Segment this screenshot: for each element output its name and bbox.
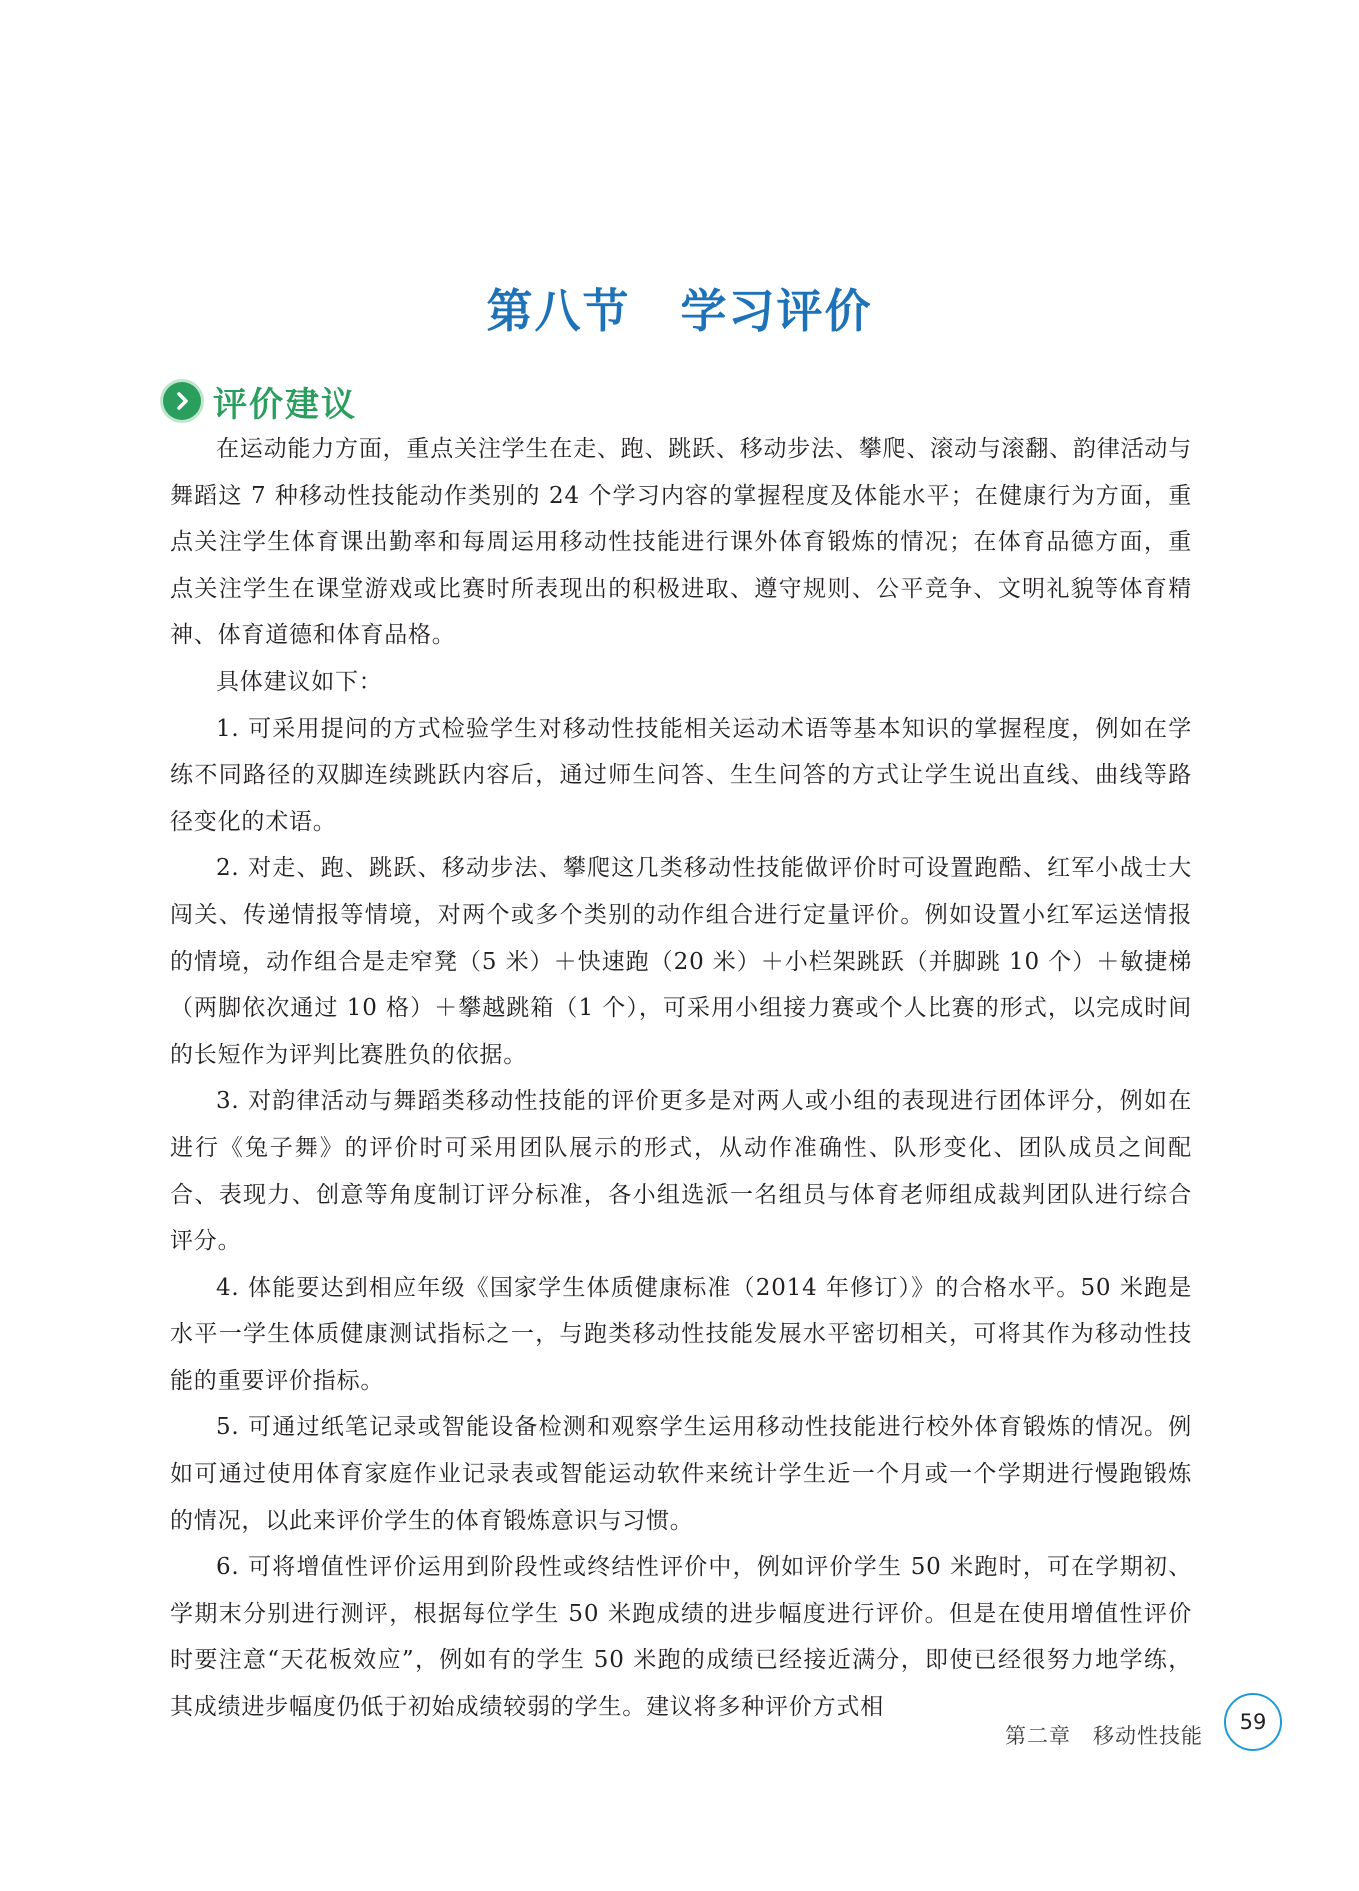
body-text [170, 426, 1192, 1731]
section-heading [163, 375, 357, 427]
arrow-right-circle-icon [163, 382, 201, 420]
paragraph-item-6: 6. 可将增值性评价运用到阶段性或终结性评价中，例如评价学生 50 米跑时，可在学期初、学期末分别进行测评，根据每位学生 50 米跑成绩的进步幅度进行评价。但是在使用增值性评价时要注意“天花板效应”，例如有的学生 50 米跑的成绩已经接近满分，即使已经很努力地学练，其成绩进步幅度仍低于初始成绩较弱的学生。建议将多种评价方式相 [170, 1554, 1192, 1721]
section-label: 评价建议 [213, 384, 357, 425]
paragraph-item-3: 3. 对韵律活动与舞蹈类移动性技能的评价更多是对两人或小组的表现进行团体评分，例如在进行《兔子舞》的评价时可采用团队展示的形式，从动作准确性、队形变化、团队成员之间配合、表现力、创意等角度制订评分标准，各小组选派一名组员与体育老师组成裁判团队进行综合评分。 [170, 1088, 1192, 1255]
paragraph-intro: 在运动能力方面，重点关注学生在走、跑、跳跃、移动步法、攀爬、滚动与滚翻、韵律活动与舞蹈这 7 种移动性技能动作类别的 24 个学习内容的掌握程度及体能水平；在健康行为方面，重点关注学生体育课出勤率和每周运用移动性技能进行课外体育锻炼的情况；在体育品德方面，重点关注学生在课堂游戏或比赛时所表现出的积极进取、遵守规则、公平竞争、文明礼貌等体育精神、体育道德和体育品格。 [170, 436, 1192, 649]
paragraph-item-1: 1. 可采用提问的方式检验学生对移动性技能相关运动术语等基本知识的掌握程度，例如在学练不同路径的双脚连续跳跃内容后，通过师生问答、生生问答的方式让学生说出直线、曲线等路径变化的术语。 [170, 715, 1192, 835]
title-section-number: 第八节 [486, 284, 631, 338]
paragraph-suggestions-lead: 具体建议如下： [216, 668, 383, 695]
footer-chapter: 第二章 移动性技能 [1005, 1724, 1203, 1748]
paragraph-item-4: 4. 体能要达到相应年级《国家学生体质健康标准（2014 年修订）》的合格水平。50 米跑是水平一学生体质健康测试指标之一，与跑类移动性技能发展水平密切相关，可将其作为移动性技能的重要评价指标。 [170, 1274, 1192, 1394]
paragraph-item-2: 2. 对走、跑、跳跃、移动步法、攀爬这几类移动性技能做评价时可设置跑酷、红军小战士大闯关、传递情报等情境，对两个或多个类别的动作组合进行定量评价。例如设置小红军运送情报的情境，动作组合是走窄凳（5 米）＋快速跑（20 米）＋小栏架跳跃（并脚跳 10 个）＋敏捷梯（两脚依次通过 10 格）＋攀越跳箱（1 个），可采用小组接力赛或个人比赛的形式，以完成时间的长短作为评判比赛胜负的依据。 [170, 855, 1192, 1068]
paragraph-item-5: 5. 可通过纸笔记录或智能设备检测和观察学生运用移动性技能进行校外体育锻炼的情况。例如可通过使用体育家庭作业记录表或智能运动软件来统计学生近一个月或一个学期进行慢跑锻炼的情况，以此来评价学生的体育锻炼意识与习惯。 [170, 1414, 1192, 1534]
page-number: 59 [1224, 1693, 1282, 1751]
page-title [0, 275, 1359, 341]
title-section-name: 学习评价 [680, 284, 873, 338]
